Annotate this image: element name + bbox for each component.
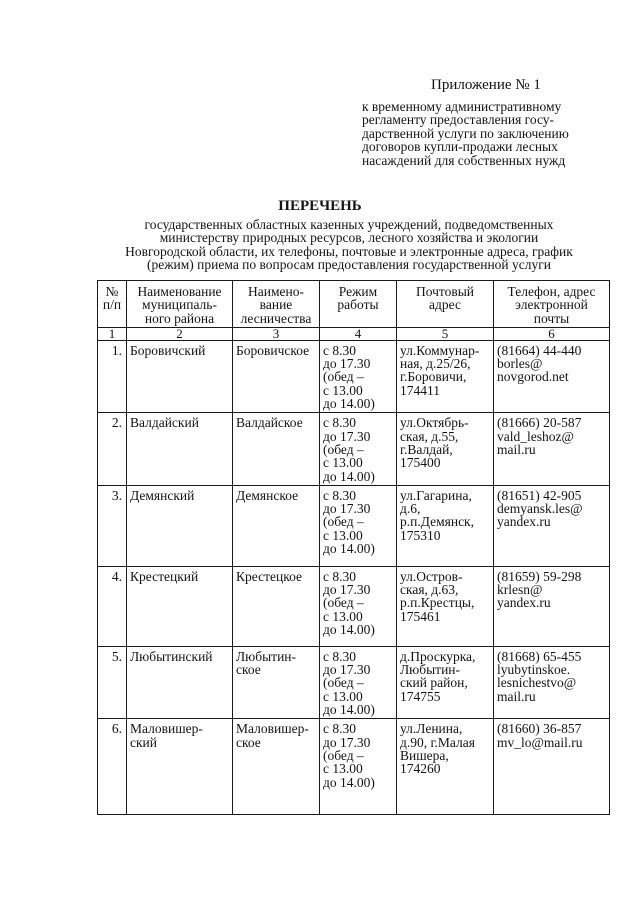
table-row <box>98 485 610 566</box>
list-subtitle-line: государственных областных казенных учреждений, подведомственных <box>144 217 554 232</box>
district-name: Валдайский <box>127 413 233 485</box>
table-header-row <box>98 281 610 328</box>
working-hours: с 8.30 до 17.30 (обед – с 13.00 до 14.00) <box>320 340 397 412</box>
district-name: Демянский <box>127 485 233 566</box>
postal-address: ул.Октябрь- ская, д.55, г.Валдай, 175400 <box>397 413 494 485</box>
postal-address: ул.Остров- ская, д.63, р.п.Крестцы, 175461 <box>397 566 494 646</box>
district-name: Крестецкий <box>127 566 233 646</box>
table-row <box>98 566 610 646</box>
working-hours: с 8.30 до 17.30 (обед – с 13.00 до 14.00) <box>320 719 397 815</box>
forestry-name: Валдайское <box>233 413 320 485</box>
forestry-name: Маловишер- ское <box>233 719 320 815</box>
forestry-name: Демянское <box>233 485 320 566</box>
contact-info: (81659) 59-298 krlesn@ yandex.ru <box>494 566 610 646</box>
column-number: 3 <box>233 327 320 340</box>
appendix-note-line: дарственной услуги по заключению <box>362 125 569 141</box>
forestry-name: Любытин- ское <box>233 646 320 718</box>
working-hours: с 8.30 до 17.30 (обед – с 13.00 до 14.00) <box>320 485 397 566</box>
working-hours: с 8.30 до 17.30 (обед – с 13.00 до 14.00) <box>320 646 397 718</box>
header-contact: Телефон, адрес электронной почты <box>494 281 610 328</box>
column-number: 1 <box>98 327 127 340</box>
contact-info: (81651) 42-905 demyansk.les@ yandex.ru <box>494 485 610 566</box>
header-hours: Режим работы <box>320 281 397 328</box>
list-subtitle <box>104 218 594 271</box>
header-forestry: Наимено- вание лесничества <box>233 281 320 328</box>
list-subtitle-line: Новгородской области, их телефоны, почтовые и электронные адреса, график <box>125 243 573 259</box>
appendix-note <box>362 100 627 167</box>
row-number: 4. <box>98 566 127 646</box>
row-number: 3. <box>98 485 127 566</box>
working-hours: с 8.30 до 17.30 (обед – с 13.00 до 14.00) <box>320 566 397 646</box>
list-subtitle-line: (режим) приема по вопросам предоставления государственной услуги <box>146 256 552 272</box>
table-row <box>98 340 610 412</box>
row-number: 1. <box>98 340 127 412</box>
table-row <box>98 719 610 815</box>
header-district: Наименование муниципаль- ного района <box>127 281 233 328</box>
forestry-name: Боровичское <box>233 340 320 412</box>
working-hours: с 8.30 до 17.30 (обед – с 13.00 до 14.00) <box>320 413 397 485</box>
contact-info: (81666) 20-587 vald_leshoz@ mail.ru <box>494 413 610 485</box>
contact-info: (81668) 65-455 lyubytinskoe. lesnichestvo@ mail.ru <box>494 646 610 718</box>
header-address: Почтовый адрес <box>397 281 494 328</box>
contact-info: (81660) 36-857 mv_lo@mail.ru <box>494 719 610 815</box>
row-number: 5. <box>98 646 127 718</box>
appendix-note-line: договоров купли-продажи лесных <box>362 139 558 155</box>
institutions-table <box>97 280 610 815</box>
table-row <box>98 646 610 718</box>
column-number-row <box>98 327 610 340</box>
row-number: 6. <box>98 719 127 815</box>
appendix-title: Приложение № 1 <box>431 77 541 93</box>
header-number: № п/п <box>98 281 127 328</box>
list-subtitle-line: министерству природных ресурсов, лесного хозяйства и экологии <box>159 230 539 246</box>
postal-address: ул.Ленина, д.90, г.Малая Вишера, 174260 <box>397 719 494 815</box>
district-name: Маловишер- ский <box>127 719 233 815</box>
contact-info: (81664) 44-440 borles@ novgorod.net <box>494 340 610 412</box>
district-name: Любытинский <box>127 646 233 718</box>
postal-address: ул.Коммунар- ная, д.25/26, г.Боровичи, 174411 <box>397 340 494 412</box>
appendix-note-line: к временному административному <box>362 99 562 114</box>
forestry-name: Крестецкое <box>233 566 320 646</box>
appendix-note-line: насаждений для собственных нужд <box>362 152 566 168</box>
column-number: 2 <box>127 327 233 340</box>
column-number: 5 <box>397 327 494 340</box>
postal-address: ул.Гагарина, д.6, р.п.Демянск, 175310 <box>397 485 494 566</box>
row-number: 2. <box>98 413 127 485</box>
postal-address: д.Проскурка, Любытин- ский район, 174755 <box>397 646 494 718</box>
table-row <box>98 413 610 485</box>
column-number: 4 <box>320 327 397 340</box>
appendix-note-line: регламенту предоставления госу- <box>362 112 555 128</box>
district-name: Боровичский <box>127 340 233 412</box>
column-number: 6 <box>494 327 610 340</box>
list-title: ПЕРЕЧЕНЬ <box>278 198 362 214</box>
